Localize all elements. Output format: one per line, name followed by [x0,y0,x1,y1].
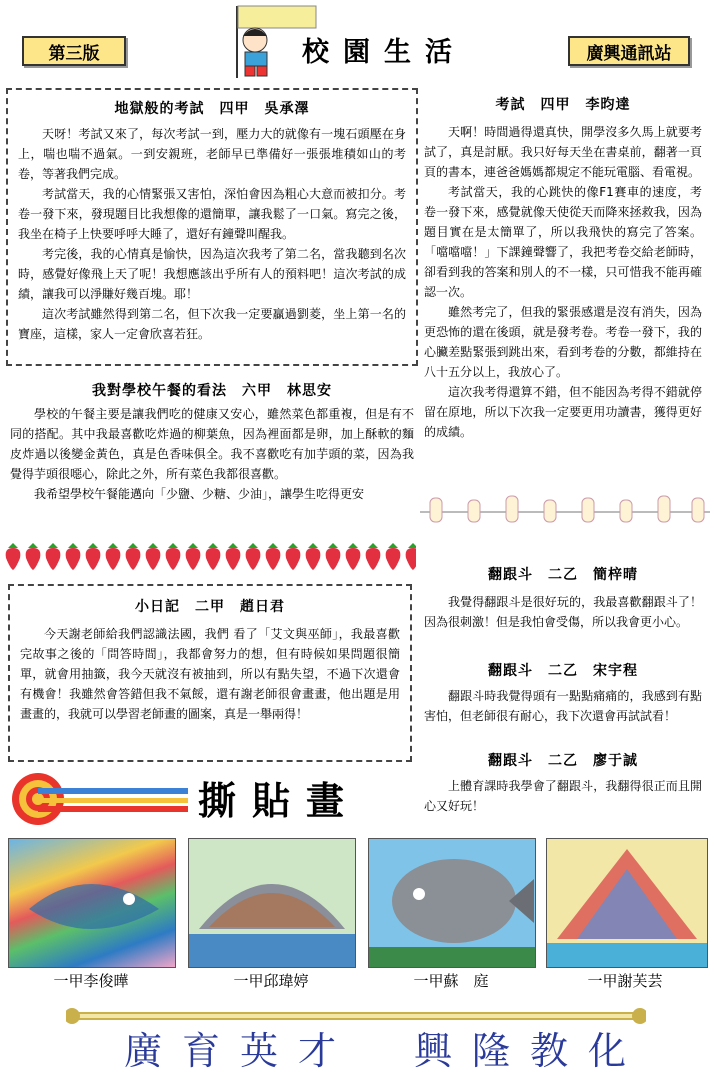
artwork-caption: 一甲邱瑋婷 [233,972,309,990]
artwork-caption: 一甲李俊曄 [53,972,129,990]
article-exam-hell [6,88,418,366]
page-title: 校園生活 [302,37,466,68]
paragraph: 翻跟斗時我覺得頭有一點點痛痛的，我感到有點害怕，但老師很有耐心，我下次還會再試試看！ [424,689,702,723]
article-title: 翻跟斗 二乙 宋宇程 [488,663,638,679]
article-lunch [6,380,418,528]
article-title: 考試 四甲 李昀達 [495,97,631,113]
paragraph: 這次我考得還算不錯，但不能因為考得不錯就停留在原地，所以下次我一定要更用功讀書，獲得更好的成績。 [424,385,702,439]
article-exam-li [420,94,706,474]
paragraph: 天啊！時間過得還真快，開學沒多久馬上就要考試了，真是討厭。我只好每天坐在書桌前，翻著一頁頁的書本，連爸爸媽媽都規定不能玩電腦、看電視。 [424,125,702,179]
collage-artwork [546,838,708,968]
collage-artwork [8,838,176,968]
animal-border-icon [420,490,710,530]
paragraph: 我希望學校午餐能邁向「少鹽、少糖、少油」，讓學生吃得更安 [34,487,365,501]
edition-label: 第三版 [48,43,100,64]
edition-badge [22,36,126,66]
article-flip-2 [420,660,706,726]
strawberry-border [4,540,416,570]
article-title: 翻跟斗 二乙 簡梓晴 [488,567,638,583]
paragraph: 我覺得翻跟斗是很好玩的，我最喜歡翻跟斗了！因為很刺激！但是我怕會受傷，所以我會更小心。 [424,595,702,629]
strawberry-icon [4,540,416,570]
article-title: 我對學校午餐的看法 六甲 林思安 [92,383,332,399]
paragraph: 天呀！考試又來了，每次考試一到，壓力大的就像有一塊石頭壓在身上，喘也喘不過氣。一到安親班，老師早已準備好一張張堆積如山的考卷，等著我們完成。 [18,127,406,181]
motto-left: 廣育英才 [124,1029,357,1073]
paragraph: 雖然考完了，但我的緊張感還是沒有消失，因為更恐怖的還在後頭，就是發考卷。考卷一發下，我的心臟差點緊張到跳出來，看到考卷的分數，都維持在八十五分以上，我放心了。 [424,305,702,379]
paragraph: 這次考試雖然得到第二名，但下次我一定要贏過劉菱，坐上第一名的寶座，這樣，家人一定會欣喜若狂。 [18,307,406,341]
paragraph: 考試當天，我的心情緊張又害怕，深怕會因為粗心大意而被扣分。考卷一發下來，發現題目比我想像的還簡單，讓我鬆了一口氣。寫完之後，我坐在椅子上快要呼呼大睡了，還好有鐘聲叫醒我。 [18,187,406,241]
article-diary [8,584,412,762]
paragraph: 考試當天，我的心跳快的像F1賽車的速度，考卷一發下來，感覺就像天使從天而降來拯救我，因為題目實在是太簡單了，所以我飛快的寫完了答案。「噹噹噹！」下課鐘聲響了，我把考卷交給老師時，卻看到我的答案和別人的不一樣，只可惜我不能再確認一次。 [424,185,702,299]
artwork-caption: 一甲謝芙芸 [587,972,663,990]
article-title: 地獄般的考試 四甲 吳承澤 [114,101,310,117]
collage-artwork [188,838,356,968]
motto-right: 興隆教化 [414,1029,647,1073]
newsletter-label: 廣興通訊站 [586,43,672,64]
collage-banner: 撕貼畫 [198,778,361,823]
article-title: 小日記 二甲 趙日君 [135,599,285,615]
article-title: 翻跟斗 二乙 廖于誠 [488,753,638,769]
paragraph: 上體育課時我學會了翻跟斗，我翻得很正而且開心又好玩！ [424,779,702,813]
collage-artwork [368,838,536,968]
paragraph: 考完後，我的心情真是愉快，因為這次我考了第二名，當我聽到名次時，感覺好像飛上天了呢！我想應該出乎所有人的預料吧！這次考試的成績，讓我可以淨賺好幾百塊。耶！ [18,247,406,301]
article-flip-3 [420,750,706,816]
paragraph: 學校的午餐主要是讓我們吃的健康又安心，雖然菜色都重複，但是有不同的搭配。其中我最喜歡吃炸過的柳葉魚，因為裡面都是卵，加上酥軟的麵皮炸過以後變金黃色，真是色香味俱全。我不喜歡吃有加芋頭的菜，因為我覺得芋頭很噁心，除此之外，所有菜色我都很喜歡。 [10,407,414,481]
artwork-caption: 一甲蘇 庭 [413,972,489,990]
article-flip-1 [420,564,706,632]
target-swirl-icon [8,770,188,828]
paragraph: 今天謝老師給我們認識法國，我們 看了「艾文與巫師」，我最喜歡 完故事之後的「問答時間」，我都會努力的想，但有時候如果問題很簡單，就會用抽籤，我今天就沒有被抽到，所以有點失望，不過下次還會有機會！我雖然會答錯但我不氣餒，還有謝老師很會畫畫，他出題是用畫畫的，我就可以學習老師畫的圖案，真是一舉兩得！ [20,627,400,721]
newsletter-badge [568,36,690,66]
